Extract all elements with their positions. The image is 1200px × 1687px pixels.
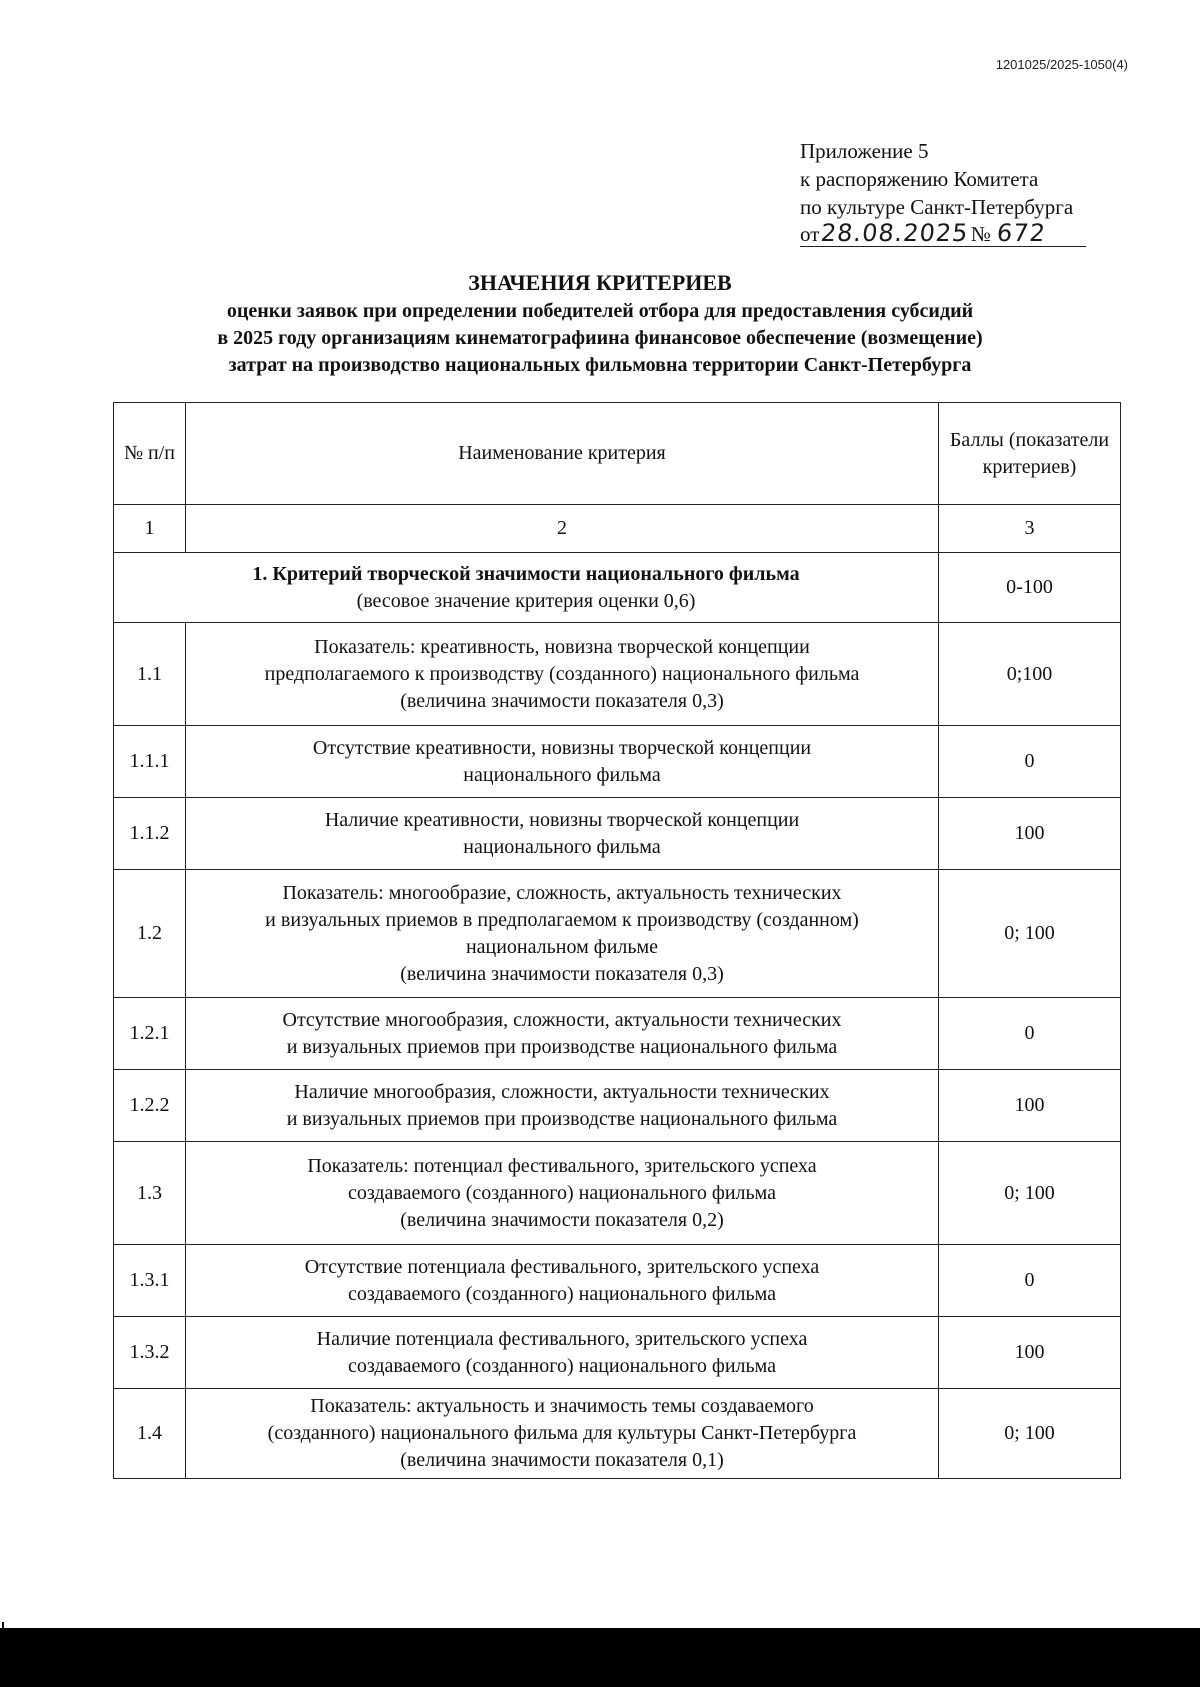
- header-number: № п/п: [114, 403, 186, 505]
- header-score: Баллы (показатели критериев): [939, 403, 1121, 505]
- handwritten-number: 672: [995, 219, 1048, 247]
- row-criterion: [186, 798, 939, 870]
- appendix-title: Приложение 5: [800, 139, 929, 163]
- criterion-line: создаваемого (созданного) национального фильма: [347, 1181, 777, 1204]
- index-cell-2: 2: [186, 505, 939, 553]
- table-row: [114, 726, 1121, 798]
- handwritten-date: 28.08.2025: [819, 219, 971, 247]
- row-criterion: [186, 623, 939, 726]
- criterion-line: (величина значимости показателя 0,2): [400, 1208, 724, 1231]
- section-row: [114, 553, 1121, 623]
- document-subtitle-line-3: затрат на производство национальных фильмовна территории Санкт-Петербурга: [228, 354, 972, 376]
- table-row: [114, 1245, 1121, 1317]
- criterion-line: Отсутствие креативности, новизны творческой концепции: [312, 736, 812, 759]
- criterion-line: национального фильма: [463, 835, 661, 858]
- table-row: [114, 1070, 1121, 1142]
- row-criterion: [186, 998, 939, 1070]
- document-title-block: [0, 268, 1200, 379]
- criterion-line: Наличие многообразия, сложности, актуальности технических: [294, 1080, 830, 1103]
- table-index-row: [114, 505, 1121, 553]
- criterion-line: национального фильма: [463, 763, 661, 786]
- section-title: 1. Критерий творческой значимости национального фильма: [252, 562, 800, 585]
- criterion-line: Показатель: креативность, новизна творческой концепции: [314, 635, 810, 658]
- table-row: [114, 998, 1121, 1070]
- criterion-line: предполагаемого к производству (созданного) национального фильма: [264, 662, 860, 685]
- row-score: 100: [939, 1070, 1121, 1142]
- criteria-table: [113, 402, 1121, 1479]
- table-row: [114, 623, 1121, 726]
- criterion-line: создаваемого (созданного) национального фильма: [347, 1354, 777, 1377]
- section-score: 0-100: [939, 553, 1121, 623]
- table-row: [114, 798, 1121, 870]
- criterion-line: (величина значимости показателя 0,3): [400, 689, 724, 712]
- table-row: [114, 1142, 1121, 1245]
- criterion-line: Отсутствие многообразия, сложности, актуальности технических: [282, 1008, 842, 1031]
- row-score: 0: [939, 1245, 1121, 1317]
- row-score: 0: [939, 726, 1121, 798]
- criterion-line: и визуальных приемов в предполагаемом к производству (созданном): [265, 908, 859, 931]
- row-criterion: [186, 1070, 939, 1142]
- row-number: 1.3.1: [114, 1245, 186, 1317]
- row-score: 100: [939, 798, 1121, 870]
- row-criterion: [186, 726, 939, 798]
- date-number-underline: [800, 221, 1086, 247]
- row-criterion: [186, 1142, 939, 1245]
- index-cell-1: 1: [114, 505, 186, 553]
- document-title: ЗНАЧЕНИЯ КРИТЕРИЕВ: [468, 270, 732, 295]
- criterion-line: (величина значимости показателя 0,3): [400, 962, 724, 985]
- criterion-line: Показатель: актуальность и значимость темы создаваемого: [310, 1395, 814, 1417]
- criterion-line: (величина значимости показателя 0,1): [400, 1449, 724, 1471]
- row-number: 1.1.2: [114, 798, 186, 870]
- section-cell: [114, 553, 939, 623]
- table-row: [114, 1317, 1121, 1389]
- row-criterion: [186, 1389, 939, 1479]
- row-criterion: [186, 870, 939, 998]
- row-criterion: [186, 1317, 939, 1389]
- row-number: 1.1.1: [114, 726, 186, 798]
- row-score: 0;100: [939, 623, 1121, 726]
- row-number: 1.2.2: [114, 1070, 186, 1142]
- appendix-block: [800, 137, 1086, 247]
- index-cell-3: 3: [939, 505, 1121, 553]
- row-number: 1.2.1: [114, 998, 186, 1070]
- table-row: [114, 1389, 1121, 1479]
- row-score: 0; 100: [939, 870, 1121, 998]
- header-criterion-name: Наименование критерия: [186, 403, 939, 505]
- criterion-line: Показатель: многообразие, сложность, актуальность технических: [282, 881, 842, 904]
- criterion-line: и визуальных приемов при производстве национального фильма: [286, 1035, 838, 1058]
- row-score: 100: [939, 1317, 1121, 1389]
- appendix-order-reference: к распоряжению Комитета: [800, 167, 1039, 191]
- criterion-line: Показатель: потенциал фестивального, зрительского успеха: [307, 1154, 817, 1177]
- criterion-line: (созданного) национального фильма для культуры Санкт-Петербурга: [267, 1422, 857, 1444]
- criterion-line: и визуальных приемов при производстве национального фильма: [286, 1107, 838, 1130]
- row-score: 0; 100: [939, 1389, 1121, 1479]
- criterion-line: Наличие потенциала фестивального, зрительского успеха: [316, 1327, 808, 1350]
- row-number: 1.3.2: [114, 1317, 186, 1389]
- row-criterion: [186, 1245, 939, 1317]
- criterion-line: Наличие креативности, новизны творческой концепции: [324, 808, 800, 831]
- scan-bottom-bar: [0, 1628, 1200, 1687]
- row-score: 0: [939, 998, 1121, 1070]
- criterion-line: национальном фильме: [465, 935, 659, 958]
- row-number: 1.4: [114, 1389, 186, 1479]
- criterion-line: Отсутствие потенциала фестивального, зрительского успеха: [304, 1255, 820, 1278]
- document-registration-number: 1201025/2025-1050(4): [995, 57, 1128, 72]
- row-number: 1.3: [114, 1142, 186, 1245]
- table-header-row: [114, 403, 1121, 505]
- appendix-date-number-line: [800, 221, 1086, 247]
- table-row: [114, 870, 1121, 998]
- row-score: 0; 100: [939, 1142, 1121, 1245]
- number-label: №: [970, 222, 991, 246]
- document-subtitle-line-2: в 2025 году организациям кинематографиина финансовое обеспечение (возмещение): [217, 327, 983, 349]
- appendix-committee: по культуре Санкт-Петербурга: [800, 195, 1074, 219]
- criterion-line: создаваемого (созданного) национального фильма: [347, 1282, 777, 1305]
- from-label: от: [800, 222, 820, 246]
- document-subtitle-line-1: оценки заявок при определении победителей отбора для предоставления субсидий: [226, 300, 974, 322]
- row-number: 1.2: [114, 870, 186, 998]
- section-weight-note: (весовое значение критерия оценки 0,6): [356, 589, 696, 612]
- row-number: 1.1: [114, 623, 186, 726]
